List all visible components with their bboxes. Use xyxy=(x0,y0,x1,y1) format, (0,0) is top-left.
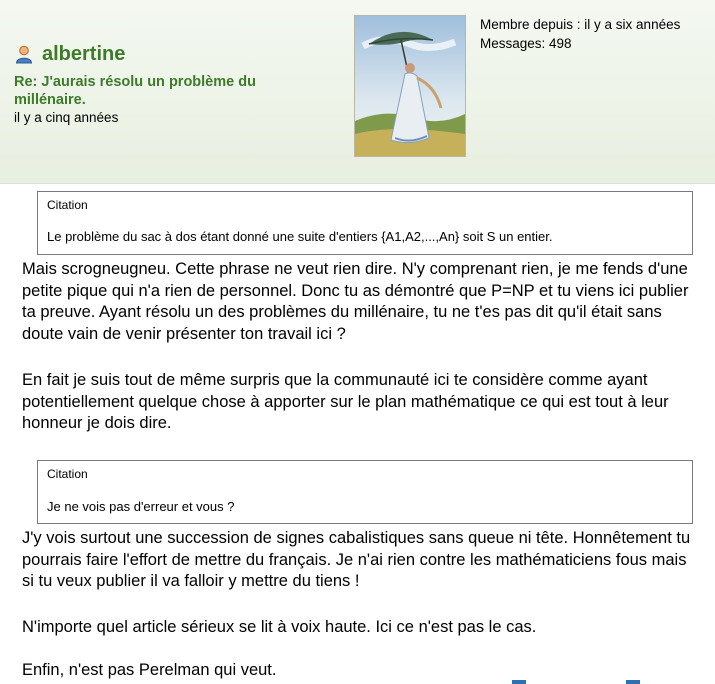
username-row xyxy=(14,42,125,66)
avatar-painting xyxy=(355,16,465,156)
message-count: Messages: 498 xyxy=(480,36,572,51)
quote-block xyxy=(37,191,693,255)
post-date: il y a cinq années xyxy=(14,110,119,125)
quote-text: Je ne vois pas d'erreur et vous ? xyxy=(47,499,235,514)
post-paragraph: J'y vois surtout une succession de signes cabalistiques sans queue ni tête. Honnêtement tu pourrais faire l'effort de mettre du français. Je n'ai rien contre les mathématiciens fous mais si tu veux publier il va falloir y mettre du tiens ! xyxy=(22,529,691,591)
user-avatar[interactable] xyxy=(354,15,466,157)
action-icon[interactable] xyxy=(626,680,640,684)
author-username[interactable]: albertine xyxy=(42,42,126,65)
quote-text: Le problème du sac à dos étant donné une suite d'entiers {A1,A2,...,An} soit S un entier. xyxy=(47,229,553,244)
post-paragraph: Enfin, n'est pas Perelman qui veut. xyxy=(22,661,277,679)
post-paragraph: N'importe quel article sérieux se lit à voix haute. Ici ce n'est pas le cas. xyxy=(22,618,537,636)
post-paragraph: En fait je suis tout de même surpris que la communauté ici te considère comme ayant potentiellement quelque chose à apporter sur le plan mathématique ce qui est tout à leur honneur je dois dire. xyxy=(22,371,669,433)
member-since: Membre depuis : il y a six années xyxy=(480,17,681,32)
action-icon[interactable] xyxy=(512,680,526,684)
user-icon xyxy=(14,44,34,64)
quote-label: Citation xyxy=(47,467,88,481)
post-paragraph: Mais scrogneugneu. Cette phrase ne veut rien dire. N'y comprenant rien, je me fends d'une petite pique qui n'a rien de personnel. Donc tu as démontré que P=NP et tu viens ici publier ta preuve. Ayant résolu un des problèmes du millénaire, tu ne t'es pas dit qu'il était sans doute vain de venir présenter ton travail ici ? xyxy=(22,260,689,344)
quote-block xyxy=(37,460,693,524)
quote-label: Citation xyxy=(47,198,88,212)
post-header xyxy=(0,0,715,184)
post-title[interactable]: Re: J'aurais résolu un problème du millénaire. xyxy=(14,74,256,108)
member-meta xyxy=(480,15,680,53)
